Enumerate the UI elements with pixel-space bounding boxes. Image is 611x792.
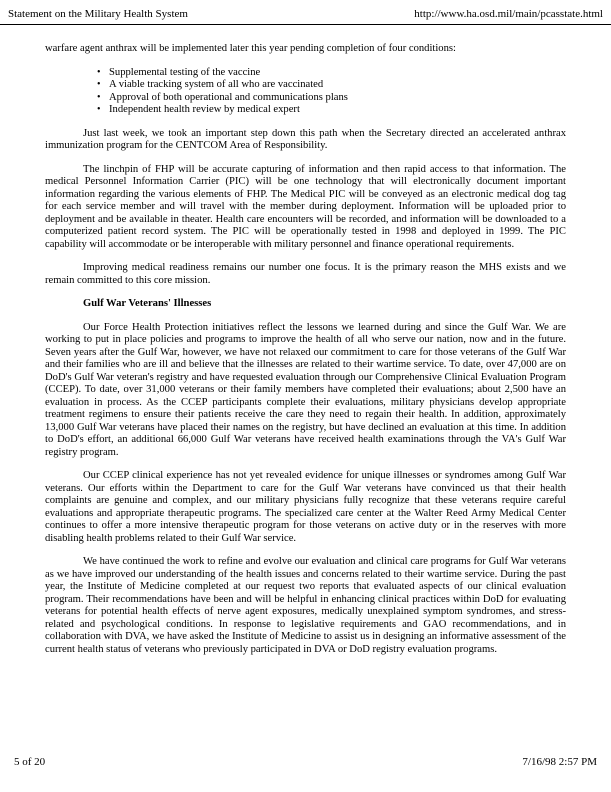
body-paragraph-continuation: warfare agent anthrax will be implemented later this year pending completion of four conditions:: [45, 43, 456, 54]
body-paragraph: Improving medical readiness remains our number one focus. It is the primary reason the MHS exists and we remain committed to this core mission.: [45, 262, 566, 286]
list-item: • A viable tracking system of all who are vaccinated: [97, 79, 566, 92]
page-header: [0, 0, 611, 25]
list-item: • Independent health review by medical expert: [97, 104, 566, 117]
page-footer: [14, 756, 597, 768]
section-heading: Gulf War Veterans' Illnesses: [83, 298, 212, 309]
document-title: Statement on the Military Health System: [8, 8, 188, 20]
body-paragraph: Our Force Health Protection initiatives reflect the lessons we learned during and since the Gulf War. We are working to put in place policies and programs to improve the health of all who serve our nation, now and in the future. Seven years after the Gulf War, however, we have not relaxed our commitment to care for those veterans of the Gulf War and their families who are ill and believe that the illnesses are related to their wartime service. To date, over 47,000 are on DoD's Gulf War veteran's registry and have requested evaluation through our Comprehensive Clinical Evaluation Program (CCEP). To date, over 31,000 veterans or their family members have completed their evaluations; about 2,500 have an evaluation in process. As the CCEP participants complete their evaluations, military physicians develop appropriate treatment regimens to ensure their patients receive the care they need to regain their health. In addition, approximately 13,000 Gulf War veterans have placed their names on the registry, but have declined an evaluation at this time. In addition to DoD's effort, an additional 66,000 Gulf War veterans have received health examinations through the VA's Gulf War registry program.: [45, 321, 566, 458]
page-number: 5 of 20: [14, 756, 46, 768]
body-paragraph: Just last week, we took an important step down this path when the Secretary directed an accelerated anthrax immunization program for the CENTCOM Area of Responsibility.: [45, 127, 566, 151]
conditions-list: [45, 67, 566, 117]
document-body: [45, 43, 566, 656]
document-url: http://www.ha.osd.mil/main/pcasstate.html: [414, 8, 603, 20]
list-item: • Supplemental testing of the vaccine: [97, 67, 566, 80]
body-paragraph: The linchpin of FHP will be accurate capturing of information and then rapid access to that information. The medical Personnel Information Carrier (PIC) will be one technology that will electronically document important information regarding the various elements of FHP. The Medical PIC will be conveyed as an electronic medical dog tag for each service member and will travel with the member during deployment. Information will be uploaded prior to deployment and be available in theater. Health care encounters will be recorded, and information will be downloaded to a computerized patient record system. The PIC will be operationally tested in 1998 and deployed in 1999. The PIC capability will accommodate or be interoperable with military personnel and finance operational requirements.: [45, 163, 566, 250]
print-timestamp: 7/16/98 2:57 PM: [522, 756, 597, 768]
list-item: • Approval of both operational and communications plans: [97, 92, 566, 105]
body-paragraph: We have continued the work to refine and evolve our evaluation and clinical care programs for Gulf War veterans as we have improved our understanding of the health issues and concerns related to their wartime service. During the past year, the Institute of Medicine completed at our request two reports that evaluated aspects of our clinical evaluation program. Their recommendations have been and will be helpful in enhancing clinical practices within DoD for evaluating veterans for potential health effects of nerve agent exposures, medically unexplained symptom syndromes, and stress-related and psychological conditions. In response to legislative requirements and GAO recommendations, and in collaboration with DVA, we have asked the Institute of Medicine to assist us in designing an informative assessment of the current health status of veterans who previously participated in DVA or DoD registry evaluation programs.: [45, 556, 566, 655]
body-paragraph: Our CCEP clinical experience has not yet revealed evidence for unique illnesses or syndromes among Gulf War veterans. Our efforts within the Department to care for the Gulf War veterans have convinced us that their health complaints are genuine and complex, and our military physicians fully recognize that these veterans require careful evaluations and appropriate therapeutic programs. The specialized care center at the Walter Reed Army Medical Center continues to offer a more intensive therapeutic program for those veterans on active duty or in the reserves with more disabling health problems related to their Gulf War service.: [45, 470, 566, 544]
